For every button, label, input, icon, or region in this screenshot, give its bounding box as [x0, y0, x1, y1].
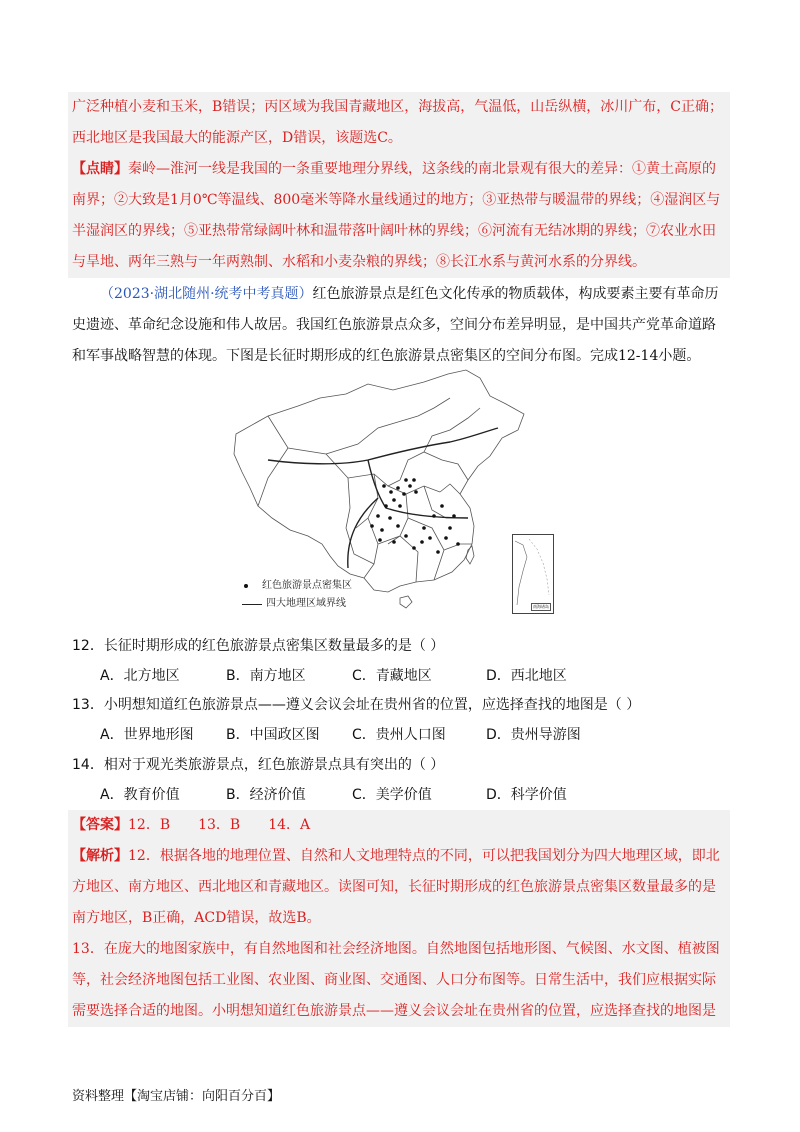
question-14 — [72, 750, 732, 810]
question-stem: 12．长征时期形成的红色旅游景点密集区数量最多的是（ ） — [72, 638, 445, 654]
page-footer: 资料整理【淘宝店铺：向阳百分百】 — [72, 1089, 281, 1104]
legend-dot-label: 红色旅游景点密集区 — [262, 580, 352, 591]
option-b: B．南方地区 — [226, 668, 306, 684]
comment-line: 南界；②大致是1月0℃等温线、800毫米等降水量线通过的地方；③亚热带与暖温带的界线；④湿润区与 — [72, 192, 721, 208]
analysis-line: 南方地区，B正确，ACD错误，故选B。 — [72, 910, 321, 926]
answer-text: 12．B 13．B 14．A — [128, 817, 311, 833]
explanation-line: 广泛种植小麦和玉米，B错误；丙区域为我国青藏地区，海拔高，气温低，山岳纵横，冰川广布，C正确； — [72, 99, 723, 115]
map-legend — [242, 577, 352, 613]
explanation-box — [68, 92, 730, 278]
intro-line: 史遗迹、革命纪念设施和伟人故居。我国红色旅游景点众多，空间分布差异明显，是中国共产党革命道路 — [72, 317, 716, 333]
legend-line-marker — [242, 604, 262, 605]
question-options — [72, 661, 732, 691]
option-b: B．中国政区图 — [226, 727, 320, 743]
south-china-sea-inset — [512, 534, 554, 614]
question-12 — [72, 631, 732, 691]
option-a: A．教育价值 — [100, 787, 180, 803]
analysis-line: 需要选择合适的地图。小明想知道红色旅游景点——遵义会议会址在贵州省的位置，应选择查找的地图是 — [72, 1003, 716, 1019]
question-stem: 13．小明想知道红色旅游景点——遵义会议会址在贵州省的位置，应选择查找的地图是（ ） — [72, 697, 641, 713]
option-c: C．贵州人口图 — [352, 727, 446, 743]
comment-line: 半湿润区的界线；⑤亚热带常绿阔叶林和温带落叶阔叶林的界线；⑥河流有无结冰期的界线；⑦农业水田 — [72, 223, 716, 239]
question-stem: 14．相对于观光类旅游景点，红色旅游景点具有突出的（ ） — [72, 757, 445, 773]
option-c: C．美学价值 — [352, 787, 432, 803]
answer-line — [68, 810, 730, 841]
analysis-text: 12．根据各地的地理位置、自然和人文地理特点的不同，可以把我国划分为四大地理区域，即北 — [128, 848, 720, 864]
question-13 — [72, 690, 732, 750]
analysis-line — [68, 841, 730, 872]
analysis-line: 13．在庞大的地图家族中，有自然地图和社会经济地图。自然地图包括地形图、气候图、水文图、植被图 — [72, 941, 720, 957]
analysis-tag: 【解析】 — [72, 848, 128, 864]
question-source: （2023·湖北随州·统考中考真题） — [100, 286, 313, 302]
comment-line: 与旱地、两年三熟与一年两熟制、水稻和小麦杂粮的界线；⑧长江水系与黄河水系的分界线。 — [72, 254, 646, 270]
intro-text: 红色旅游景点是红色文化传承的物质载体，构成要素主要有革命历 — [312, 286, 719, 302]
option-a: A．世界地形图 — [100, 727, 194, 743]
option-c: C．青藏地区 — [352, 668, 432, 684]
analysis-line: 方地区、南方地区、西北地区和青藏地区。读图可知，长征时期形成的红色旅游景点密集区数量最多的是 — [72, 879, 716, 895]
question-options — [72, 780, 732, 810]
option-d: D．西北地区 — [486, 668, 567, 684]
answer-analysis-box — [68, 810, 730, 1027]
option-a: A．北方地区 — [100, 668, 180, 684]
intro-line: 和军事战略智慧的体现。下图是长征时期形成的红色旅游景点密集区的空间分布图。完成12-14小题。 — [72, 348, 701, 364]
legend-line-label: 四大地理区域界线 — [266, 598, 346, 609]
option-b: B．经济价值 — [226, 787, 306, 803]
legend-dot-row — [242, 577, 352, 595]
comment-line — [68, 154, 730, 185]
comment-text: 秦岭—淮河一线是我国的一条重要地理分界线，这条线的南北景观有很大的差异：①黄土高原的 — [128, 161, 716, 177]
explanation-line: 西北地区是我国最大的能源产区，D错误，该题选C。 — [72, 130, 402, 146]
comment-tag: 【点睛】 — [72, 161, 128, 177]
inset-label: 南海诸岛 — [533, 604, 549, 609]
option-d: D．科学价值 — [486, 787, 567, 803]
legend-dot-marker — [244, 584, 248, 588]
analysis-line: 等，社会经济地图包括工业图、农业图、商业图、交通图、人口分布图等。日常生活中，我们应根据实际 — [72, 972, 716, 988]
question-intro — [72, 279, 730, 372]
option-d: D．贵州导游图 — [486, 727, 581, 743]
answer-tag: 【答案】 — [72, 817, 128, 833]
question-options — [72, 720, 732, 750]
inset-map-svg — [513, 535, 553, 613]
legend-line-row — [242, 595, 352, 613]
